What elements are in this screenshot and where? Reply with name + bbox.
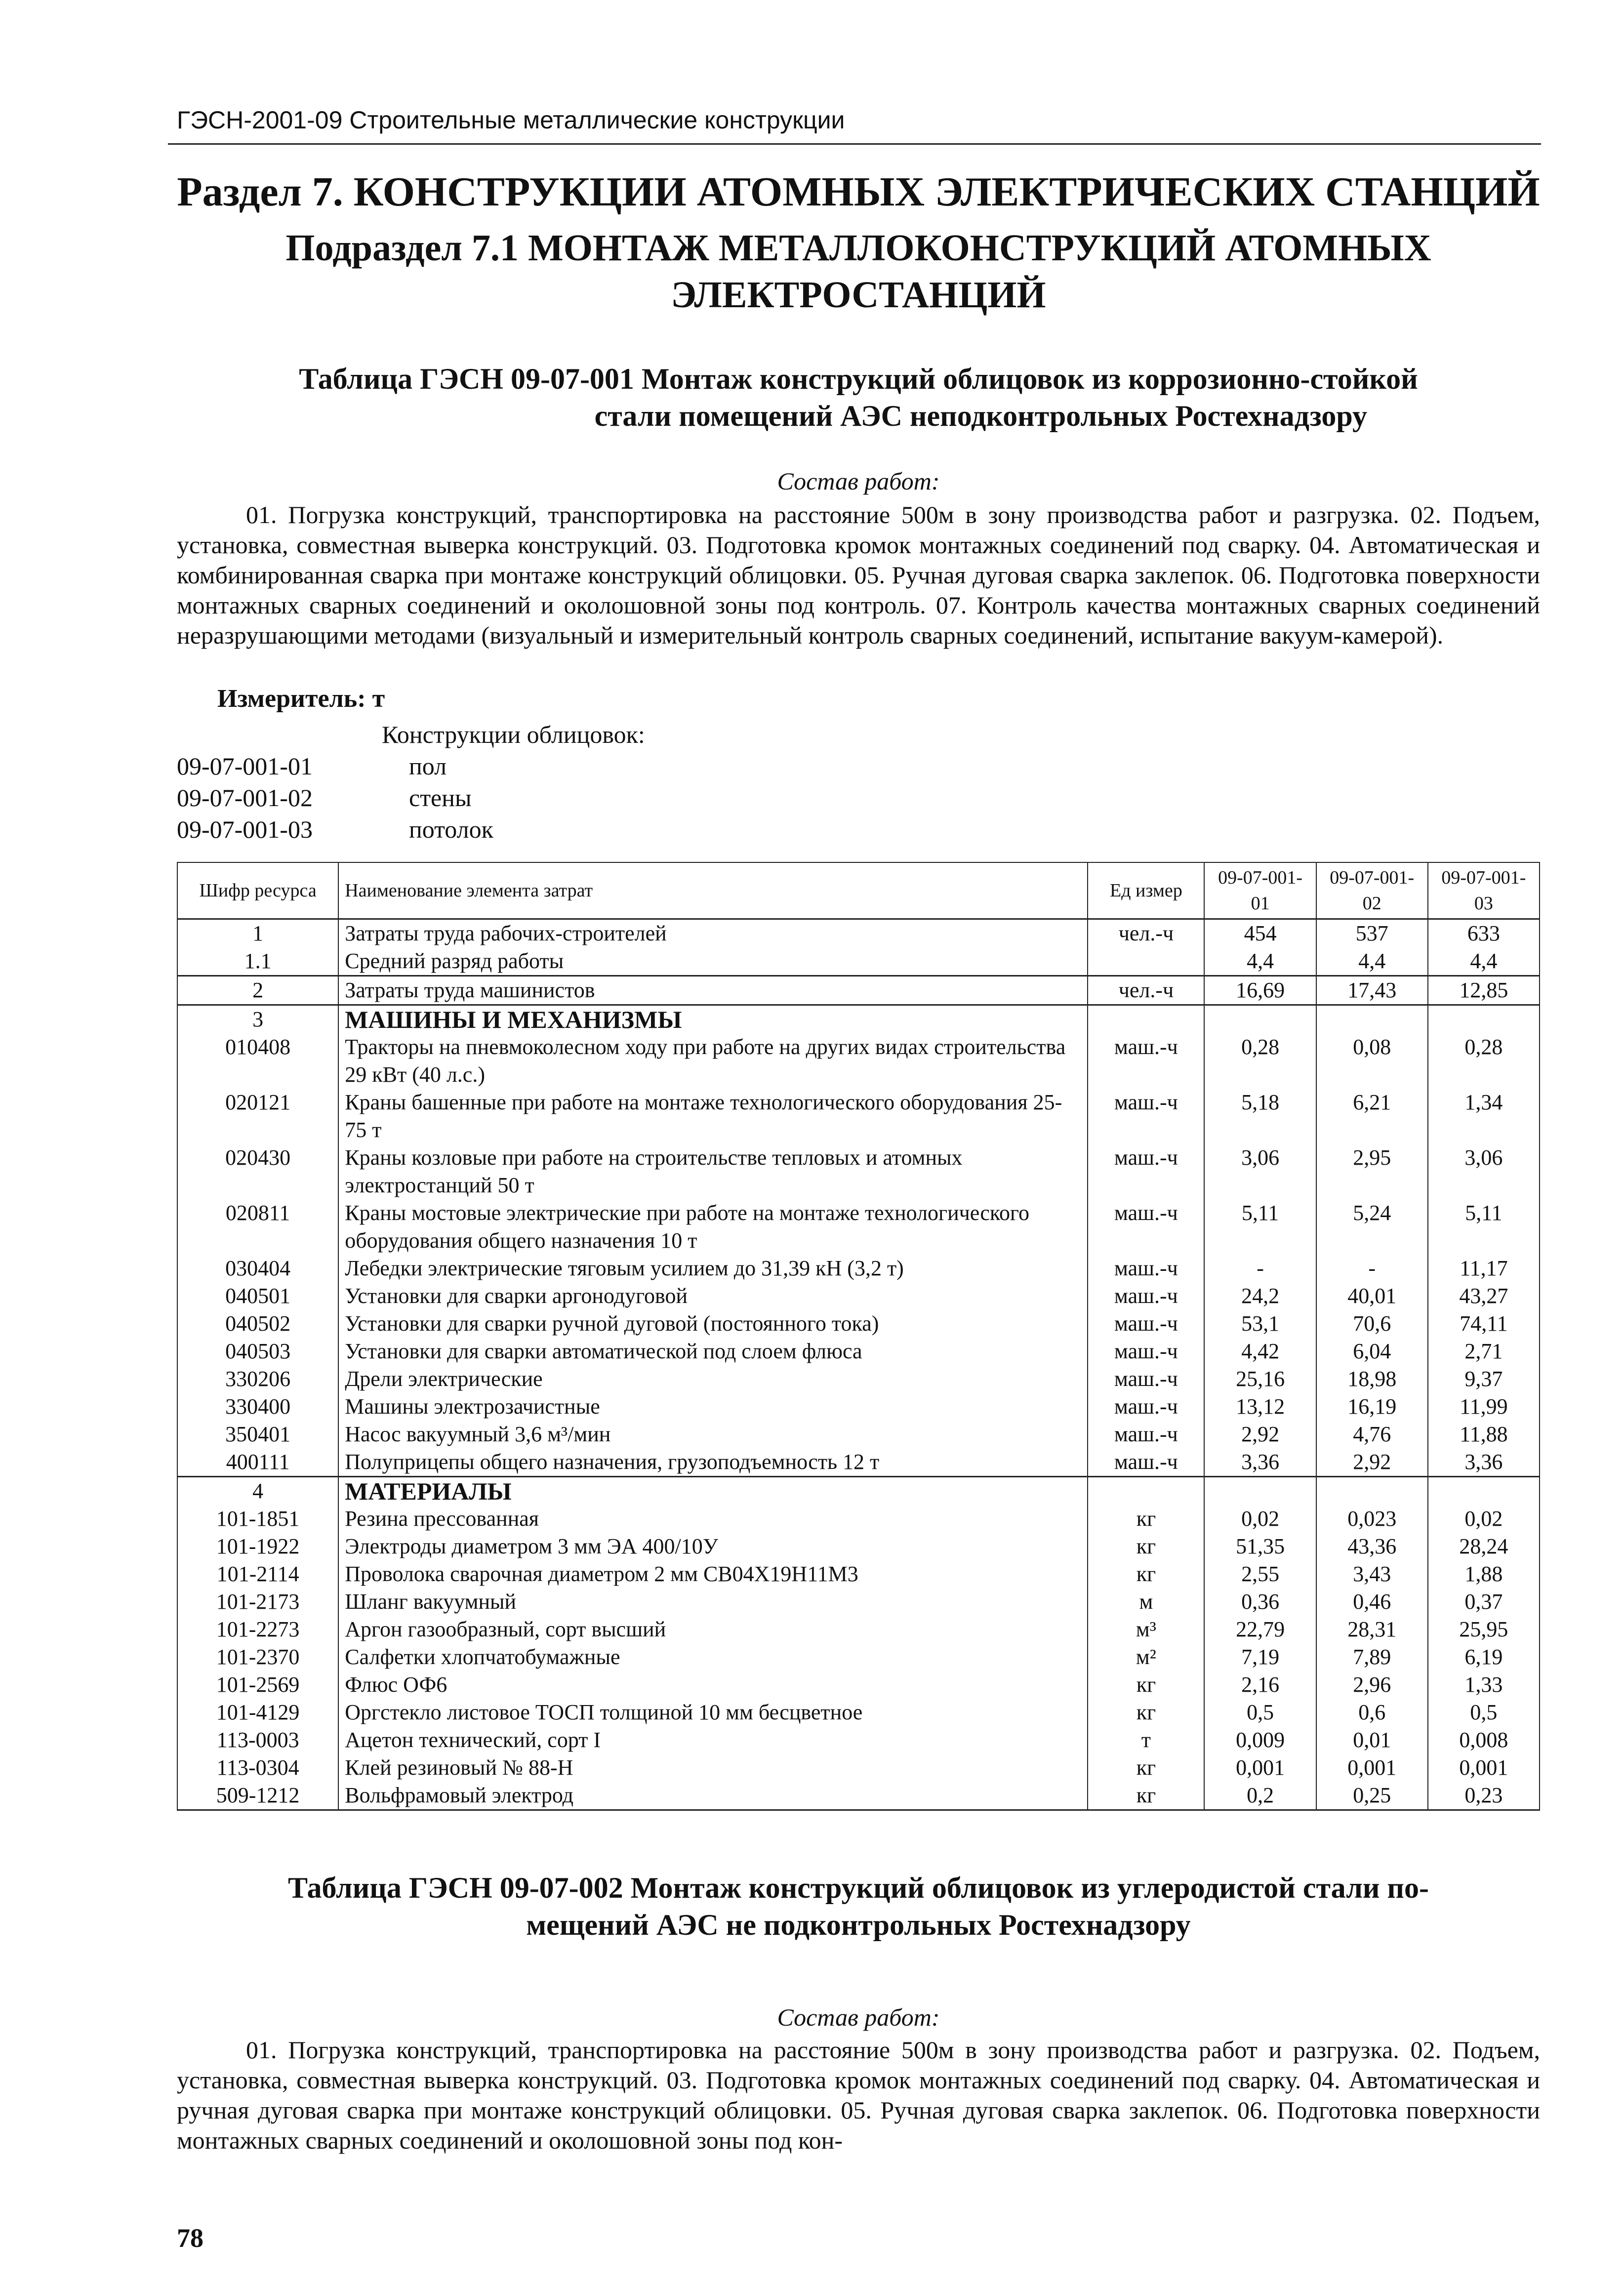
cell-v3: 1,88 [1428, 1560, 1540, 1588]
variant-row [177, 782, 645, 814]
cell-v2: 537 [1316, 919, 1428, 948]
cell-v3: 4,4 [1428, 947, 1540, 976]
table-row [177, 1533, 1540, 1560]
table-row [177, 1616, 1540, 1643]
cell-v2: 3,43 [1316, 1560, 1428, 1588]
table-row [177, 1393, 1540, 1421]
cell-v2: 6,04 [1316, 1338, 1428, 1365]
page-number: 78 [177, 2223, 203, 2253]
cell-unit: м² [1088, 1643, 1204, 1671]
cell-unit: кг [1088, 1671, 1204, 1699]
table-body [177, 919, 1540, 1810]
table-row [177, 1199, 1540, 1255]
table-row [177, 1282, 1540, 1310]
cell-unit [1088, 947, 1204, 976]
cell-v2: 4,4 [1316, 947, 1428, 976]
cell-unit: маш.-ч [1088, 1089, 1204, 1144]
cell-v2: 0,46 [1316, 1588, 1428, 1616]
table-row [177, 919, 1540, 948]
col-header-unit: Ед измер [1088, 862, 1204, 919]
table-group-row [177, 1005, 1540, 1034]
cell-v2: 7,89 [1316, 1643, 1428, 1671]
cell-unit: маш.-ч [1088, 1393, 1204, 1421]
cell-code: 030404 [177, 1255, 338, 1282]
cell-v3: 0,001 [1428, 1754, 1540, 1782]
variant-code: 09-07-001-03 [177, 815, 313, 843]
cell-v2: 2,96 [1316, 1671, 1428, 1699]
table-row [177, 1255, 1540, 1282]
cell-code: 020430 [177, 1144, 338, 1199]
cell-v1: 5,18 [1204, 1089, 1316, 1144]
cell-v2: 5,24 [1316, 1199, 1428, 1255]
cell-v2: 0,01 [1316, 1726, 1428, 1754]
cell-name: МАШИНЫ И МЕХАНИЗМЫ [338, 1005, 1088, 1034]
cell-name: Машины электрозачистные [338, 1393, 1088, 1421]
cell-code: 101-2370 [177, 1643, 338, 1671]
cell-v2: 4,76 [1316, 1421, 1428, 1448]
cell-code: 101-2273 [177, 1616, 338, 1643]
cell-name: Краны башенные при работе на монтаже технологического оборудования 25-75 т [338, 1089, 1088, 1144]
variant-row [177, 750, 645, 782]
cell-v3: 0,02 [1428, 1505, 1540, 1533]
table-row [177, 1144, 1540, 1199]
cell-name: Резина прессованная [338, 1505, 1088, 1533]
cell-v3: 2,71 [1428, 1338, 1540, 1365]
cell-v2: 28,31 [1316, 1616, 1428, 1643]
subsection-title-line1: Подраздел 7.1 МОНТАЖ МЕТАЛЛОКОНСТРУКЦИЙ АТОМНЫХ [285, 227, 1431, 269]
cell-v2: 70,6 [1316, 1310, 1428, 1338]
table-row [177, 1782, 1540, 1810]
cell-code: 4 [177, 1477, 338, 1506]
resource-table [177, 862, 1540, 1811]
cell-v2: 18,98 [1316, 1365, 1428, 1393]
cell-code: 010408 [177, 1033, 338, 1089]
cell-v1: 53,1 [1204, 1310, 1316, 1338]
subsection-title-line2: ЭЛЕКТРОСТАНЦИЙ [671, 274, 1046, 316]
cell-v1: 0,28 [1204, 1033, 1316, 1089]
measure-unit-line [217, 684, 385, 713]
cell-v3: 1,33 [1428, 1671, 1540, 1699]
cell-v1: 2,92 [1204, 1421, 1316, 1448]
cell-v3: 11,99 [1428, 1393, 1540, 1421]
table-row [177, 1448, 1540, 1477]
cell-v3 [1428, 1477, 1540, 1506]
table-row [177, 1421, 1540, 1448]
cell-code: 101-2173 [177, 1588, 338, 1616]
cell-name: Краны козловые при работе на строительстве тепловых и атомных электростанций 50 т [338, 1144, 1088, 1199]
cell-v1: 0,001 [1204, 1754, 1316, 1782]
cell-v3: 11,17 [1428, 1255, 1540, 1282]
running-header: ГЭСН-2001-09 Строительные металлические конструкции [177, 106, 845, 134]
cell-v3: 0,008 [1428, 1726, 1540, 1754]
cell-v1: 3,06 [1204, 1144, 1316, 1199]
cell-code: 113-0003 [177, 1726, 338, 1754]
cell-v1: 4,42 [1204, 1338, 1316, 1365]
table-row [177, 1505, 1540, 1533]
cell-name: Вольфрамовый электрод [338, 1782, 1088, 1810]
col-header-code: Шифр ресурса [177, 862, 338, 919]
table-row [177, 1643, 1540, 1671]
variant-code: 09-07-001-02 [177, 784, 313, 812]
section-title: Раздел 7. КОНСТРУКЦИИ АТОМНЫХ ЭЛЕКТРИЧЕСКИХ СТАНЦИЙ [177, 169, 1540, 215]
cell-name: Лебедки электрические тяговым усилием до 31,39 кН (3,2 т) [338, 1255, 1088, 1282]
cell-v3: 633 [1428, 919, 1540, 948]
cell-code: 1 [177, 919, 338, 948]
cell-unit: маш.-ч [1088, 1255, 1204, 1282]
table-row [177, 1588, 1540, 1616]
table-row [177, 1699, 1540, 1726]
cell-v2: 2,92 [1316, 1448, 1428, 1477]
cell-unit: кг [1088, 1782, 1204, 1810]
cell-v2 [1316, 1477, 1428, 1506]
cell-v3: 0,5 [1428, 1699, 1540, 1726]
cell-name: Салфетки хлопчатобумажные [338, 1643, 1088, 1671]
cell-unit: маш.-ч [1088, 1338, 1204, 1365]
cell-v1: 454 [1204, 919, 1316, 948]
cell-name: Полуприцепы общего назначения, грузоподъемность 12 т [338, 1448, 1088, 1477]
cell-code: 350401 [177, 1421, 338, 1448]
cell-code: 101-2114 [177, 1560, 338, 1588]
cell-v1: 25,16 [1204, 1365, 1316, 1393]
variant-name: пол [409, 752, 447, 780]
cell-name: Аргон газообразный, сорт высший [338, 1616, 1088, 1643]
cell-name: Шланг вакуумный [338, 1588, 1088, 1616]
table-row [177, 1754, 1540, 1782]
cell-v1: 7,19 [1204, 1643, 1316, 1671]
cell-v2: - [1316, 1255, 1428, 1282]
cell-code: 113-0304 [177, 1754, 338, 1782]
cell-v1: 16,69 [1204, 976, 1316, 1005]
table-header-row [177, 862, 1540, 919]
cell-code: 101-1851 [177, 1505, 338, 1533]
table-row [177, 1338, 1540, 1365]
cell-name: Установки для сварки автоматической под слоем флюса [338, 1338, 1088, 1365]
cell-code: 1.1 [177, 947, 338, 976]
cell-v3: 0,28 [1428, 1033, 1540, 1089]
cell-code: 330400 [177, 1393, 338, 1421]
cell-v2: 0,08 [1316, 1033, 1428, 1089]
cell-unit: маш.-ч [1088, 1421, 1204, 1448]
table-row [177, 1560, 1540, 1588]
cell-name: Электроды диаметром 3 мм ЭА 400/10У [338, 1533, 1088, 1560]
table1-works-paragraph: 01. Погрузка конструкций, транспортировка на расстояние 500м в зону производства работ и разгрузка. 02. Подъем, установка, совместная выверка конструкций. 03. Подготовка кромок монтажных соединений под сварку. 04. Автоматическая и комбинированная сварка при монтаже конструкций облицовки. 05. Ручная дуговая сварка заклепок. 06. Подготовка поверхности монтажных сварных соединений и околошовной зоны под контроль. 07. Контроль качества монтажных сварных соединений неразрушающими методами (визуальный и измерительный контроль сварных соединений, испытание вакуум-камерой). [177, 501, 1540, 649]
cell-v2: 0,023 [1316, 1505, 1428, 1533]
cell-name: Клей резиновый № 88-Н [338, 1754, 1088, 1782]
cell-v2 [1316, 1005, 1428, 1034]
variant-name: стены [409, 784, 472, 812]
table-row [177, 1671, 1540, 1699]
cell-v1 [1204, 1005, 1316, 1034]
cell-code: 101-4129 [177, 1699, 338, 1726]
col-header-name: Наименование элемента затрат [338, 862, 1088, 919]
cell-v3 [1428, 1005, 1540, 1034]
table-group-row [177, 1477, 1540, 1506]
cell-v3: 1,34 [1428, 1089, 1540, 1144]
cell-v1: 51,35 [1204, 1533, 1316, 1560]
cell-v1: 0,5 [1204, 1699, 1316, 1726]
cell-unit: маш.-ч [1088, 1365, 1204, 1393]
variant-row [177, 814, 645, 845]
cell-unit: чел.-ч [1088, 976, 1204, 1005]
table2-works-text [177, 2035, 1540, 2158]
cell-name: Затраты труда рабочих-строителей [338, 919, 1088, 948]
table1-title-line1: Таблица ГЭСН 09-07-001 Монтаж конструкций облицовок из коррозионно-стойкой [299, 363, 1418, 395]
variant-code: 09-07-001-01 [177, 752, 313, 780]
cell-unit: маш.-ч [1088, 1033, 1204, 1089]
cell-code: 040503 [177, 1338, 338, 1365]
table-row [177, 1726, 1540, 1754]
table1-title [177, 361, 1540, 435]
cell-v3: 5,11 [1428, 1199, 1540, 1255]
variants-list [177, 719, 645, 845]
cell-v1: 4,4 [1204, 947, 1316, 976]
cell-v3: 0,23 [1428, 1782, 1540, 1810]
cell-unit: маш.-ч [1088, 1310, 1204, 1338]
table-row [177, 1365, 1540, 1393]
table2-title-line1: Таблица ГЭСН 09-07-002 Монтаж конструкций облицовок из углеродистой стали по- [288, 1872, 1429, 1904]
cell-unit: м³ [1088, 1616, 1204, 1643]
cell-unit: т [1088, 1726, 1204, 1754]
cell-code: 400111 [177, 1448, 338, 1477]
cell-v3: 3,06 [1428, 1144, 1540, 1199]
cell-unit: кг [1088, 1699, 1204, 1726]
cell-code: 020811 [177, 1199, 338, 1255]
table-row [177, 1310, 1540, 1338]
cell-name: Флюс ОФ6 [338, 1671, 1088, 1699]
cell-name: Насос вакуумный 3,6 м³/мин [338, 1421, 1088, 1448]
measure-unit: т [372, 685, 385, 713]
cell-v3: 9,37 [1428, 1365, 1540, 1393]
cell-unit: чел.-ч [1088, 919, 1204, 948]
col-header-v2: 09-07-001-02 [1316, 862, 1428, 919]
cell-v3: 11,88 [1428, 1421, 1540, 1448]
cell-unit: маш.-ч [1088, 1448, 1204, 1477]
table2-title-line2: мещений АЭС не подконтрольных Ростехнадзору [526, 1909, 1191, 1941]
cell-code: 3 [177, 1005, 338, 1034]
variant-name: потолок [409, 815, 493, 843]
cell-unit: маш.-ч [1088, 1199, 1204, 1255]
cell-v1: 24,2 [1204, 1282, 1316, 1310]
cell-v2: 0,001 [1316, 1754, 1428, 1782]
cell-v3: 28,24 [1428, 1533, 1540, 1560]
cell-code: 101-1922 [177, 1533, 338, 1560]
cell-v1: 2,16 [1204, 1671, 1316, 1699]
table1-works-text [177, 500, 1540, 683]
cell-v1: - [1204, 1255, 1316, 1282]
cell-name: МАТЕРИАЛЫ [338, 1477, 1088, 1506]
cell-unit: м [1088, 1588, 1204, 1616]
cell-unit: кг [1088, 1560, 1204, 1588]
cell-code: 101-2569 [177, 1671, 338, 1699]
table-row [177, 1089, 1540, 1144]
cell-v3: 43,27 [1428, 1282, 1540, 1310]
cell-v1: 22,79 [1204, 1616, 1316, 1643]
table1-title-line2: стали помещений АЭС неподконтрольных Ростехнадзору [594, 400, 1367, 432]
cell-name: Оргстекло листовое ТОСП толщиной 10 мм бесцветное [338, 1699, 1088, 1726]
cell-v2: 17,43 [1316, 976, 1428, 1005]
variants-header: Конструкции облицовок: [382, 721, 645, 748]
cell-v1: 13,12 [1204, 1393, 1316, 1421]
cell-code: 040502 [177, 1310, 338, 1338]
cell-unit: маш.-ч [1088, 1282, 1204, 1310]
cell-code: 020121 [177, 1089, 338, 1144]
table-row [177, 976, 1540, 1005]
cell-v1: 5,11 [1204, 1199, 1316, 1255]
cell-v2: 40,01 [1316, 1282, 1428, 1310]
cell-v3: 6,19 [1428, 1643, 1540, 1671]
cell-name: Ацетон технический, сорт I [338, 1726, 1088, 1754]
table2-works-paragraph: 01. Погрузка конструкций, транспортировка на расстояние 500м в зону производства работ и разгрузка. 02. Подъем, установка, совместная выверка конструкций. 03. Подготовка кромок монтажных соединений под сварку. 04. Автоматическая и ручная дуговая сварка при монтаже конструкций облицовки. 05. Ручная дуговая сварка заклепок. 06. Подготовка поверхности монтажных сварных соединений и околошовной зоны под кон- [177, 2036, 1540, 2154]
cell-unit: кг [1088, 1505, 1204, 1533]
cell-v3: 74,11 [1428, 1310, 1540, 1338]
cell-unit: маш.-ч [1088, 1144, 1204, 1199]
cell-unit [1088, 1005, 1204, 1034]
header-rule [168, 143, 1541, 145]
cell-v3: 3,36 [1428, 1448, 1540, 1477]
cell-v1: 0,02 [1204, 1505, 1316, 1533]
cell-v2: 0,25 [1316, 1782, 1428, 1810]
cell-v1 [1204, 1477, 1316, 1506]
cell-v1: 3,36 [1204, 1448, 1316, 1477]
col-header-v3: 09-07-001-03 [1428, 862, 1540, 919]
cell-name: Тракторы на пневмоколесном ходу при работе на других видах строительства 29 кВт (40 л.с.) [338, 1033, 1088, 1089]
cell-v2: 43,36 [1316, 1533, 1428, 1560]
cell-v2: 16,19 [1316, 1393, 1428, 1421]
cell-v3: 12,85 [1428, 976, 1540, 1005]
cell-name: Средний разряд работы [338, 947, 1088, 976]
table1-sostav-label: Состав работ: [777, 467, 940, 495]
cell-name: Установки для сварки ручной дуговой (постоянного тока) [338, 1310, 1088, 1338]
cell-code: 2 [177, 976, 338, 1005]
cell-unit: кг [1088, 1533, 1204, 1560]
cell-v3: 25,95 [1428, 1616, 1540, 1643]
cell-code: 509-1212 [177, 1782, 338, 1810]
cell-v3: 0,37 [1428, 1588, 1540, 1616]
cell-code: 040501 [177, 1282, 338, 1310]
table-row [177, 947, 1540, 976]
cell-v1: 0,2 [1204, 1782, 1316, 1810]
cell-name: Проволока сварочная диаметром 2 мм СВ04Х19Н11М3 [338, 1560, 1088, 1588]
cell-v2: 6,21 [1316, 1089, 1428, 1144]
cell-code: 330206 [177, 1365, 338, 1393]
cell-v2: 0,6 [1316, 1699, 1428, 1726]
cell-v1: 0,009 [1204, 1726, 1316, 1754]
cell-name: Дрели электрические [338, 1365, 1088, 1393]
table2-sostav-label: Состав работ: [777, 2003, 940, 2031]
cell-v2: 2,95 [1316, 1144, 1428, 1199]
table2-title [177, 1870, 1540, 1944]
cell-name: Краны мостовые электрические при работе на монтаже технологического оборудования общего назначения 10 т [338, 1199, 1088, 1255]
cell-unit [1088, 1477, 1204, 1506]
cell-name: Затраты труда машинистов [338, 976, 1088, 1005]
measure-label: Измеритель: [217, 685, 366, 713]
cell-v1: 0,36 [1204, 1588, 1316, 1616]
table-row [177, 1033, 1540, 1089]
cell-name: Установки для сварки аргонодуговой [338, 1282, 1088, 1310]
cell-unit: кг [1088, 1754, 1204, 1782]
subsection-title [177, 225, 1540, 319]
cell-v1: 2,55 [1204, 1560, 1316, 1588]
col-header-v1: 09-07-001-01 [1204, 862, 1316, 919]
